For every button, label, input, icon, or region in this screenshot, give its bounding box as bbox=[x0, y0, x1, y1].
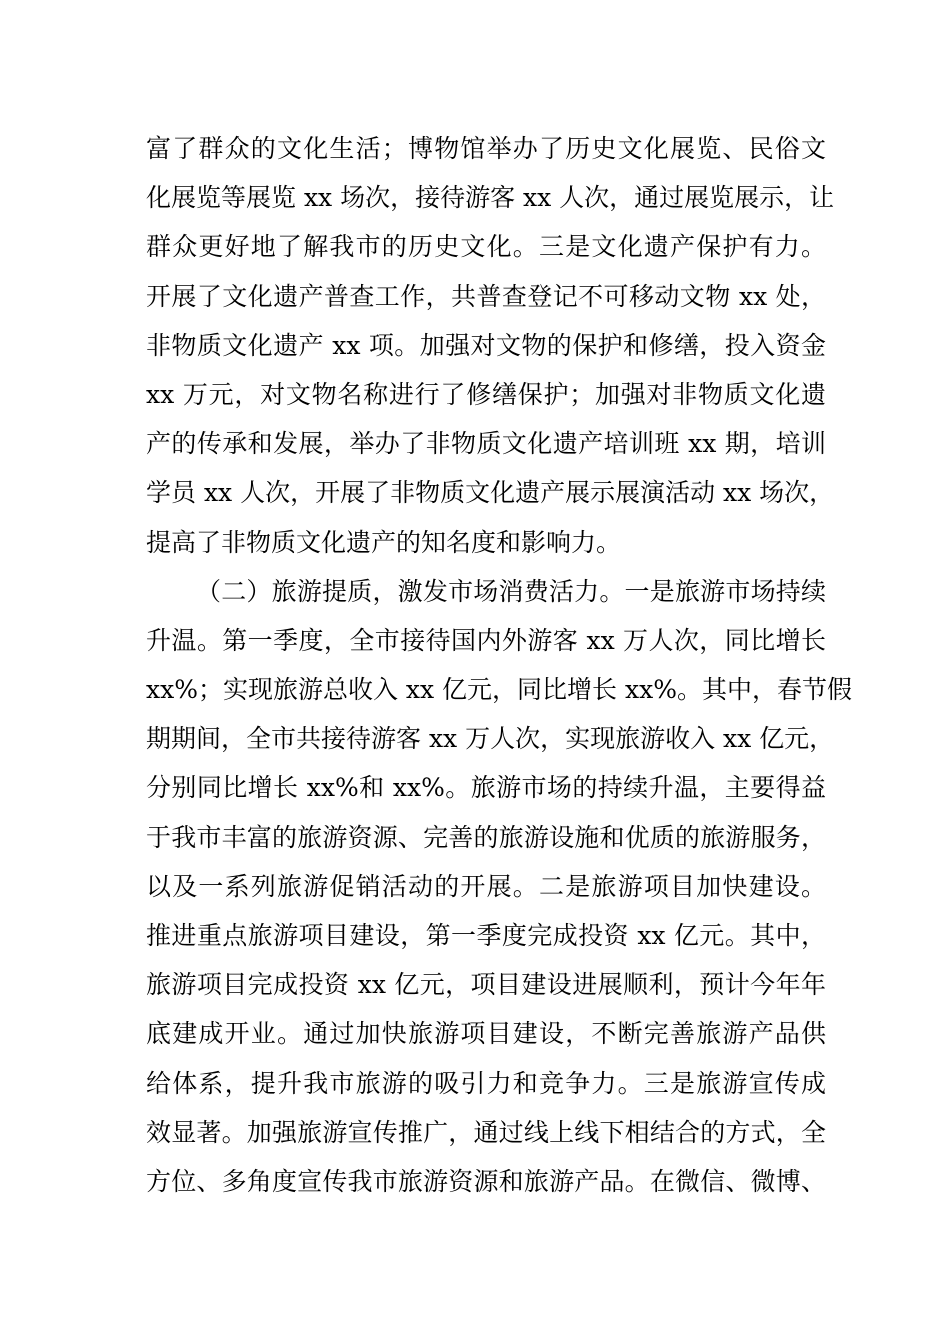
text-line: 升温。第一季度，全市接待国内外游客 xx 万人次，同比增长 bbox=[146, 625, 826, 655]
document-body bbox=[146, 124, 852, 1206]
text-line: 于我市丰富的旅游资源、完善的旅游设施和优质的旅游服务， bbox=[146, 822, 826, 852]
text-line: 提高了非物质文化遗产的知名度和影响力。 bbox=[146, 527, 622, 557]
text-line: 产的传承和发展，举办了非物质文化遗产培训班 xx 期，培训 bbox=[146, 429, 826, 459]
text-line: 非物质文化遗产 xx 项。加强对文物的保护和修缮，投入资金 bbox=[146, 330, 826, 360]
text-line: 富了群众的文化生活；博物馆举办了历史文化展览、民俗文 bbox=[146, 134, 826, 163]
text-line: 旅游项目完成投资 xx 亿元，项目建设进展顺利，预计今年年 bbox=[146, 970, 826, 1000]
text-line: 以及一系列旅游促销活动的开展。二是旅游项目加快建设。 bbox=[146, 871, 826, 901]
text-line: 期期间，全市共接待游客 xx 万人次，实现旅游收入 xx 亿元， bbox=[146, 724, 835, 754]
text-line: 给体系，提升我市旅游的吸引力和竞争力。三是旅游宣传成 bbox=[146, 1068, 826, 1098]
text-line: xx%；实现旅游总收入 xx 亿元，同比增长 xx%。其中，春节假 bbox=[146, 675, 852, 705]
section-heading-line: （二）旅游提质，激发市场消费活力。一是旅游市场持续 bbox=[196, 576, 826, 606]
text-line: 效显著。加强旅游宣传推广，通过线上线下相结合的方式，全 bbox=[146, 1117, 826, 1147]
text-line: 化展览等展览 xx 场次，接待游客 xx 人次，通过展览展示，让 bbox=[146, 183, 835, 213]
text-line: 方位、多角度宣传我市旅游资源和旅游产品。在微信、微博、 bbox=[146, 1166, 826, 1196]
text-line: 底建成开业。通过加快旅游项目建设，不断完善旅游产品供 bbox=[146, 1019, 826, 1049]
text-line: xx 万元，对文物名称进行了修缮保护；加强对非物质文化遗 bbox=[146, 379, 826, 409]
text-line: 群众更好地了解我市的历史文化。三是文化遗产保护有力。 bbox=[146, 232, 826, 262]
text-line: 推进重点旅游项目建设，第一季度完成投资 xx 亿元。其中， bbox=[146, 921, 826, 950]
text-line: 开展了文化遗产普查工作，共普查登记不可移动文物 xx 处， bbox=[146, 281, 826, 311]
text-line: 学员 xx 人次，开展了非物质文化遗产展示展演活动 xx 场次， bbox=[146, 478, 835, 508]
text-line: 分别同比增长 xx%和 xx%。旅游市场的持续升温，主要得益 bbox=[146, 773, 826, 803]
